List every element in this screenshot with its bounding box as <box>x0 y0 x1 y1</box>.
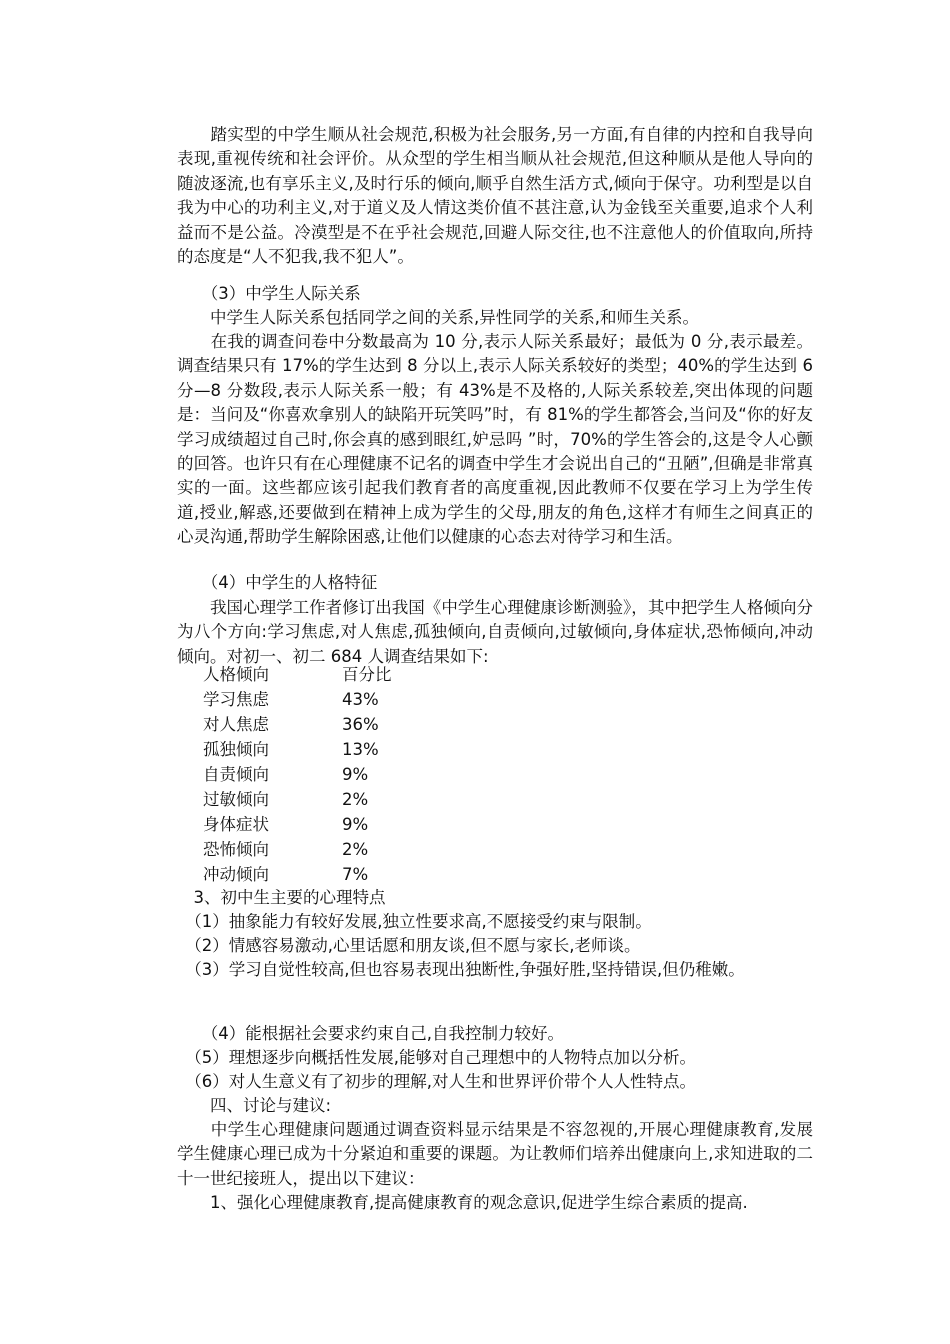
table-cell-value: 13% <box>342 740 379 759</box>
table-cell-value: 43% <box>342 690 379 709</box>
table-cell-label: 对人焦虑 <box>203 715 269 734</box>
paragraph-relations-scope: 中学生人际关系包括同学之间的关系,异性同学的关系,和师生关系。 <box>177 308 699 327</box>
table-cell-value: 7% <box>342 865 369 884</box>
list-item: （6）对人生意义有了初步的理解,对人生和世界评价带个人人性特点。 <box>177 1072 696 1091</box>
table-cell-value: 2% <box>342 840 369 859</box>
paragraph-value-types: 踏实型的中学生顺从社会规范,积极为社会服务,另一方面,有自律的内控和自我导向表现,重视传统和社会评价。从众型的学生相当顺从社会规范,但这种顺从是他人导向的随波逐流,也有享乐主义,及时行乐的倾向,顺乎自然生活方式,倾向于保守。功利型是以自我为中心的功利主义,对于道义及人情这类价值不甚注意,认为金钱至关重要,追求个人利益而不是公益。冷漠型是不在乎社会规范,回避人际交往,也不注意他人的价值取向,所持的态度是“人不犯我,我不犯人”。 <box>177 125 813 267</box>
table-cell-label: 恐怖倾向 <box>203 840 269 859</box>
list-item: （5）理想逐步向概括性发展,能够对自己理想中的人物特点加以分析。 <box>177 1048 696 1067</box>
heading-interpersonal-relations: （3）中学生人际关系 <box>177 284 361 303</box>
list-item: （1）抽象能力有较好发展,独立性要求高,不愿接受约束与限制。 <box>177 912 652 931</box>
table-cell-label: 学习焦虑 <box>203 690 269 709</box>
paragraph-suggestion-1: 1、强化心理健康教育,提高健康教育的观念意识,促进学生综合素质的提高. <box>177 1193 748 1212</box>
list-item: （4）能根据社会要求约束自己,自我控制力较好。 <box>177 1024 564 1043</box>
table-cell-label: 过敏倾向 <box>203 790 269 809</box>
table-cell-label: 身体症状 <box>203 815 269 834</box>
table-header-tendency: 人格倾向 <box>203 665 269 684</box>
heading-personality-traits: （4）中学生的人格特征 <box>177 573 378 592</box>
table-cell-value: 36% <box>342 715 379 734</box>
table-cell-label: 孤独倾向 <box>203 740 269 759</box>
list-item: （3）学习自觉性较高,但也容易表现出独断性,争强好胜,坚持错误,但仍稚嫩。 <box>177 960 745 979</box>
table-cell-label: 自责倾向 <box>203 765 269 784</box>
heading-discussion: 四、讨论与建议: <box>177 1096 332 1115</box>
table-cell-value: 9% <box>342 815 369 834</box>
table-header-percent: 百分比 <box>342 665 392 684</box>
paragraph-discussion: 中学生心理健康问题通过调查资料显示结果是不容忽视的,开展心理健康教育,发展学生健康心理已成为十分紧迫和重要的课题。为让教师们培养出健康向上,求知进取的二十一世纪接班人，提出以下建议： <box>177 1120 813 1188</box>
paragraph-survey-results: 在我的调查问卷中分数最高为 10 分,表示人际关系最好；最低为 0 分,表示最差。调查结果只有 17%的学生达到 8 分以上,表示人际关系较好的类型；40%的学生达到 6 分—8 分数段,表示人际关系一般；有 43%是不及格的,人际关系较差,突出体现的问题是：当问及“你喜欢拿别人的缺陷开玩笑吗”时，有 81%的学生都答会,当问及“你的好友学习成绩超过自己时,你会真的感到眼红,妒忌吗 ”时，70%的学生答会的,这是令人心颤的回答。也许只有在心理健康不记名的调查中学生才会说出自己的“丑陋”,但确是非常真实的一面。这些都应该引起我们教育者的高度重视,因此教师不仅要在学习上为学生传道,授业,解惑,还要做到在精神上成为学生的父母,朋友的角色,这样才有师生之间真正的心灵沟通,帮助学生解除困惑,让他们以健康的心态去对待学习和生活。 <box>177 332 813 547</box>
paragraph-personality-test: 我国心理学工作者修订出我国《中学生心理健康诊断测验》，其中把学生人格倾向分为八个方向:学习焦虑,对人焦虑,孤独倾向,自责倾向,过敏倾向,身体症状,恐怖倾向,冲动倾向。对初一、初二 684 人调查结果如下: <box>177 598 813 666</box>
heading-psych-features: 3、初中生主要的心理特点 <box>177 888 386 907</box>
table-cell-label: 冲动倾向 <box>203 865 269 884</box>
list-item: （2）情感容易激动,心里话愿和朋友谈,但不愿与家长,老师谈。 <box>177 936 641 955</box>
table-cell-value: 2% <box>342 790 369 809</box>
table-cell-value: 9% <box>342 765 369 784</box>
